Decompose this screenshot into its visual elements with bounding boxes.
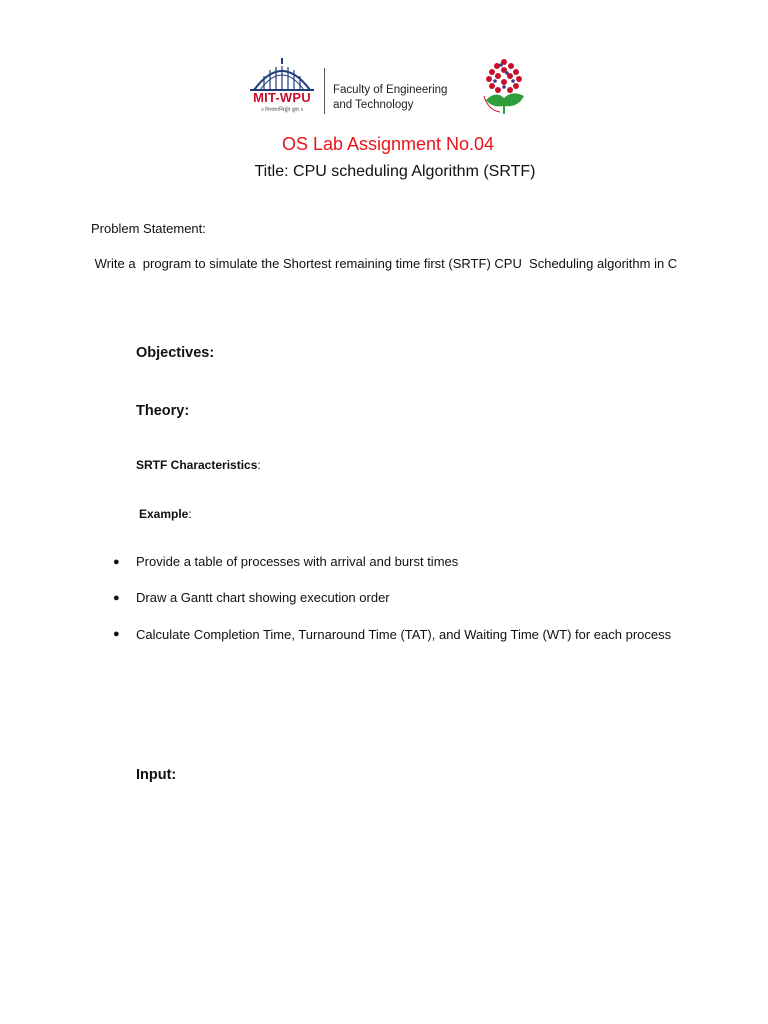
document-title: Title: CPU scheduling Algorithm (SRTF): [254, 163, 536, 180]
example-heading: Example:: [139, 507, 192, 521]
faculty-line-2: and Technology: [333, 99, 414, 111]
assignment-title: OS Lab Assignment No.04: [281, 134, 495, 154]
list-item: [113, 589, 713, 607]
flower-emblem-icon: [478, 56, 530, 116]
list-item-text: Calculate Completion Time, Turnaround Time (TAT), and Waiting Time (WT) for each process: [136, 627, 672, 642]
faculty-line-1: Faculty of Engineering: [333, 84, 448, 96]
mit-wpu-dome-icon: [246, 56, 318, 114]
mit-wpu-logo-text: MIT-WPU: [253, 90, 311, 105]
list-item: [113, 617, 713, 652]
bullet-icon: ●: [113, 556, 120, 568]
bullet-icon: ●: [113, 628, 120, 640]
objectives-heading: Objectives:: [136, 345, 215, 361]
list-item-text: Provide a table of processes with arrival and burst times: [136, 554, 459, 569]
problem-statement-label: Problem Statement:: [91, 221, 206, 236]
problem-statement-text: Write a program to simulate the Shortest remaining time first (SRTF) CPU Scheduling algorithm in C: [91, 256, 678, 271]
logo-divider: [324, 68, 325, 114]
theory-heading: Theory:: [136, 403, 190, 419]
bullet-icon: ●: [113, 592, 120, 604]
example-bullet-list: [113, 553, 713, 652]
list-item: [113, 553, 713, 571]
srtf-characteristics-label: SRTF Characteristics: [136, 458, 258, 472]
example-label: Example: [139, 507, 189, 521]
srtf-characteristics-heading: SRTF Characteristics:: [136, 458, 261, 472]
list-item-text: Draw a Gantt chart showing execution order: [136, 590, 390, 605]
faculty-name: [333, 83, 447, 113]
mit-wpu-logo-subtext: ॥ विश्वशान्तिर्ध्रुवं ध्रुवा ॥: [260, 107, 304, 113]
input-heading: Input:: [136, 767, 177, 783]
